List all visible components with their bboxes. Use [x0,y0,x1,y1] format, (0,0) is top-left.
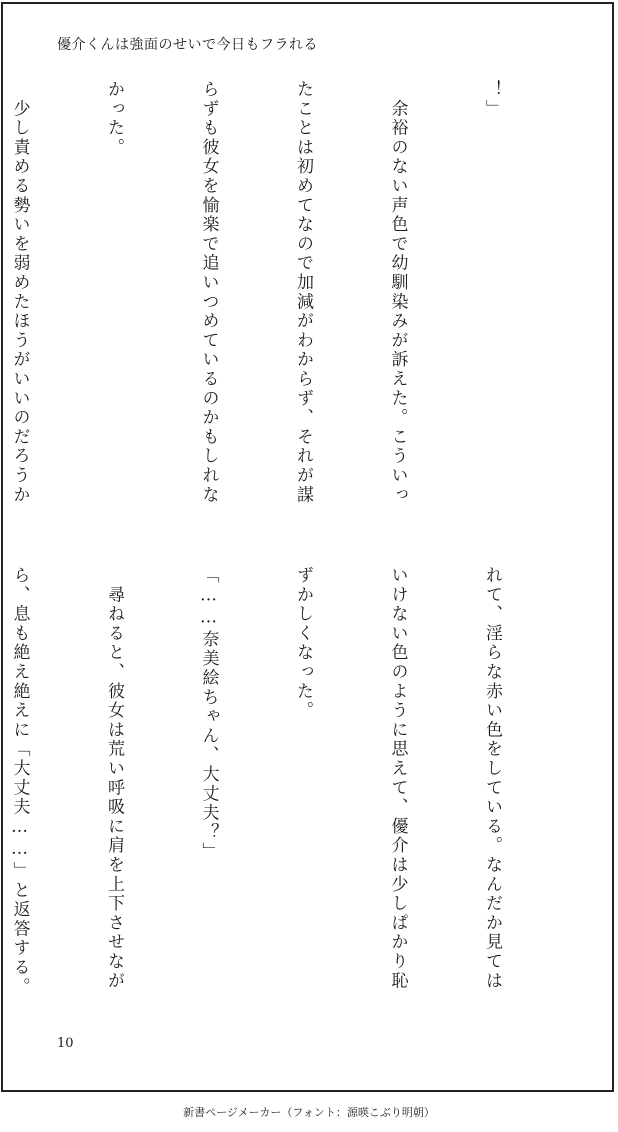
text-line: ！」 [482,80,502,119]
text-line: 少し責める勢いを弱めたほうがいいのだろうか [9,80,30,505]
generator-credit: 新書ページメーカー（フォント：源暎こぶり明朝） [183,1106,435,1119]
text-line: たことは初めてなので加減がわからず、それが謀 [293,80,313,505]
text-line: ずかしくなった。 [293,566,313,721]
text-line: いけない色のように思えて、優介は少しぱかり恥 [387,566,408,991]
text-line: らずも彼女を愉楽で追いつめているのかもしれな [198,80,219,505]
body-text-upper [0,80,570,520]
running-head-title: 優介くんは強面のせいで今日もフラれる [57,37,318,53]
page-number: 10 [57,1036,74,1051]
text-line: 余裕のない声色で幼馴染みが訴えた。こういっ [387,80,408,505]
text-line: 「……奈美絵ちゃん、大丈夫？」 [198,566,219,862]
text-line: ら、息も絶え絶えに「大丈夫……」と返答する。 [9,566,30,997]
body-text-lower [0,566,570,1006]
text-line: 尋ねると、彼女は荒い呼吸に肩を上下させなが [104,566,124,991]
text-line: れて、淫らな赤い色をしている。なんだか見ては [482,566,502,991]
text-line: かった。 [104,80,124,158]
